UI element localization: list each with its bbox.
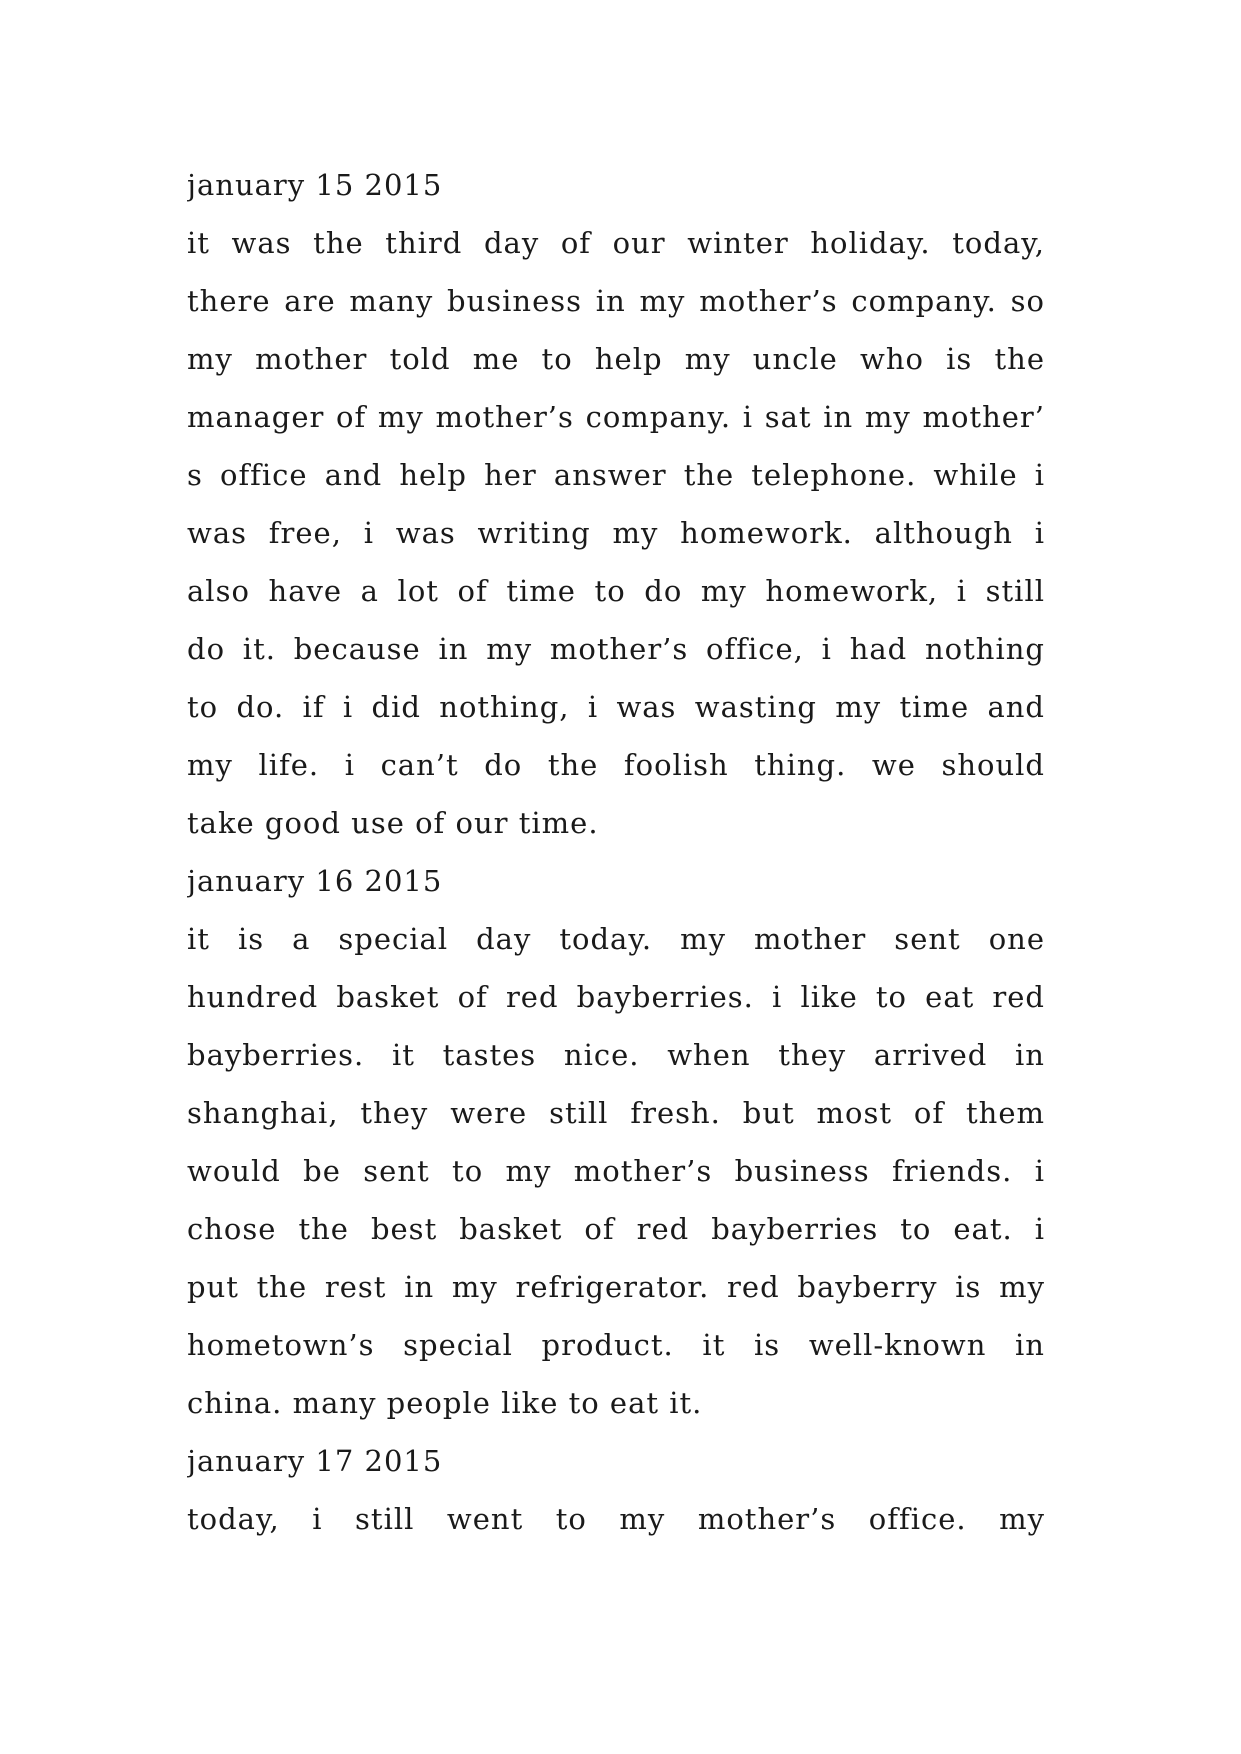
- entry-date: january 15 2015: [187, 168, 443, 202]
- body-line: my mother told me to help my uncle who is the: [187, 342, 1045, 376]
- body-line: put the rest in my refrigerator. red bayberry is my: [187, 1270, 1045, 1304]
- body-line: it was the third day of our winter holiday. today,: [187, 226, 1045, 260]
- document-page: [187, 0, 1045, 1754]
- body-line: shanghai, they were still fresh. but most of them: [187, 1096, 1045, 1130]
- body-line: take good use of our time.: [187, 806, 599, 840]
- body-line: today, i still went to my mother’s office. my: [187, 1502, 1045, 1536]
- body-line: s office and help her answer the telephone. while i: [187, 458, 1045, 492]
- body-line: chose the best basket of red bayberries to eat. i: [187, 1212, 1045, 1246]
- body-line: there are many business in my mother’s company. so: [187, 284, 1045, 318]
- body-line: it is a special day today. my mother sent one: [187, 922, 1045, 956]
- body-line: bayberries. it tastes nice. when they arrived in: [187, 1038, 1045, 1072]
- entry-date: january 16 2015: [187, 864, 443, 898]
- body-line: was free, i was writing my homework. although i: [187, 516, 1045, 550]
- entry-date: january 17 2015: [187, 1444, 443, 1478]
- body-line: also have a lot of time to do my homework, i still: [187, 574, 1045, 608]
- body-line: hometown’s special product. it is well-known in: [187, 1328, 1045, 1362]
- body-line: would be sent to my mother’s business friends. i: [187, 1154, 1045, 1188]
- body-line: china. many people like to eat it.: [187, 1386, 703, 1420]
- body-line: my life. i can’t do the foolish thing. we should: [187, 748, 1045, 782]
- body-line: do it. because in my mother’s office, i had nothing: [187, 632, 1045, 666]
- body-line: hundred basket of red bayberries. i like to eat red: [187, 980, 1045, 1014]
- body-line: to do. if i did nothing, i was wasting my time and: [187, 690, 1045, 724]
- body-line: manager of my mother’s company. i sat in my mother’: [187, 400, 1045, 434]
